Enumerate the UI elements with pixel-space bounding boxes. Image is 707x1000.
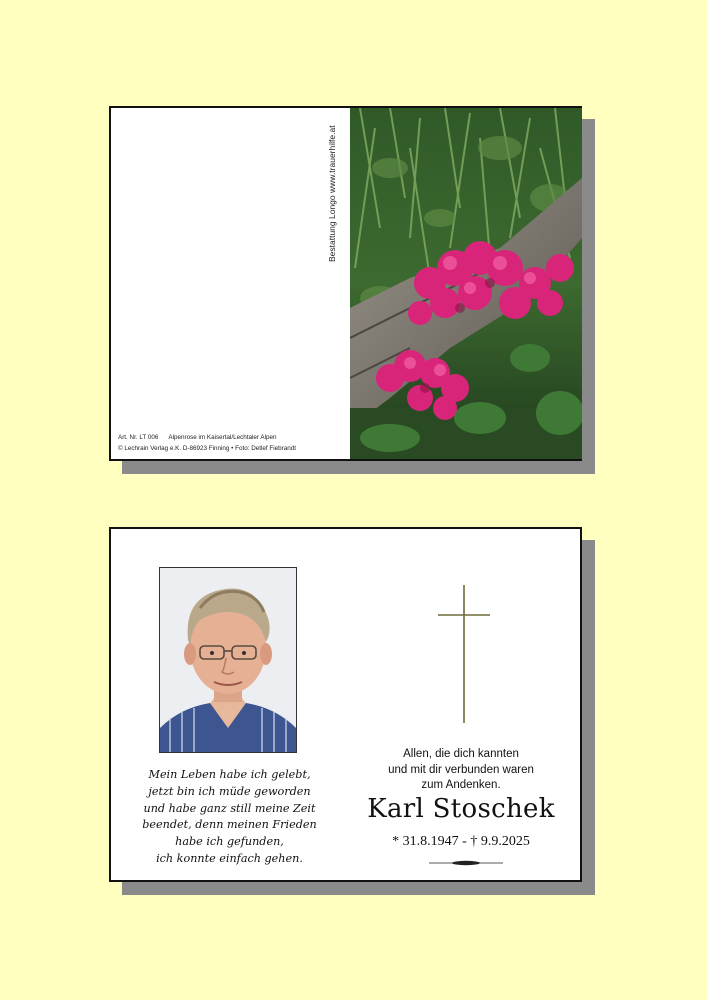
photo-caption: Alpenrose im Kaisertal/Lechtaler Alpen <box>168 434 277 441</box>
alpine-rose-photo <box>350 108 582 459</box>
life-dates: * 31.8.1947 - † 9.9.2025 <box>392 834 530 849</box>
poem <box>123 767 336 868</box>
vertical-credit <box>323 126 343 276</box>
dedication-line: und mit dir verbunden waren <box>388 763 534 776</box>
outer-card <box>109 106 582 461</box>
dedication-line: Allen, die dich kannten <box>403 748 519 760</box>
poem-line: ich konnte einfach gehen. <box>156 851 303 865</box>
imprint <box>118 432 296 454</box>
publisher-line: © Lechrain Verlag e.K. D-86923 Finning • Foto: Detlef Fiebrandt <box>118 445 297 452</box>
dedication <box>351 747 571 794</box>
poem-line: Mein Leben habe ich gelebt, <box>148 768 311 781</box>
poem-line: jetzt bin ich müde geworden <box>148 784 311 798</box>
poem-line: und habe ganz still meine Zeit <box>143 801 316 815</box>
poem-line: beendet, denn meinen Frieden <box>142 818 317 832</box>
poem-line: habe ich gefunden, <box>175 835 284 849</box>
deceased-name: Karl Stoschek <box>367 794 555 824</box>
cross-icon <box>438 585 490 723</box>
divider-ornament-icon <box>429 859 503 867</box>
inner-card <box>109 527 582 882</box>
portrait-photo <box>159 567 297 753</box>
funeral-home-credit: Bestattung Longo www.trauerhilfe.at <box>327 125 337 262</box>
dedication-line: zum Andenken. <box>421 779 501 792</box>
article-number: Art. Nr. LT 006 <box>118 434 159 441</box>
